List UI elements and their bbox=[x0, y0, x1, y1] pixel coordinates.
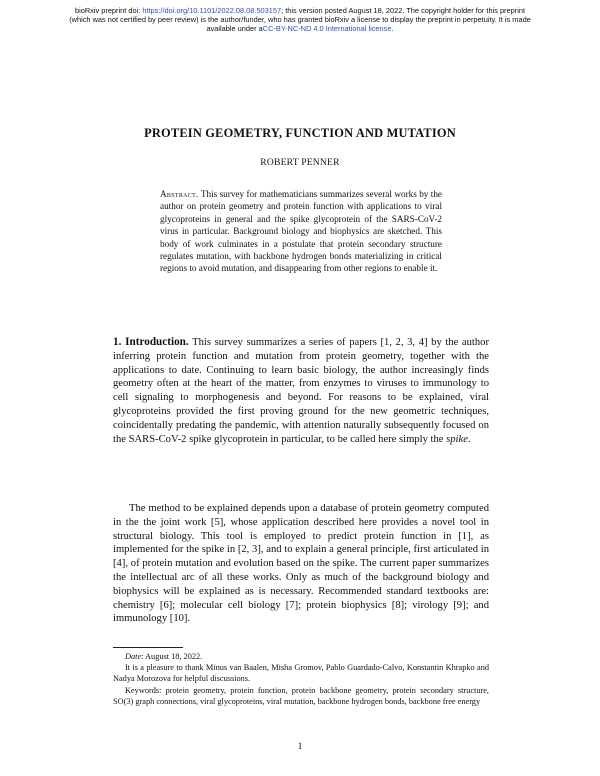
footnote-date: Date: August 18, 2022. bbox=[125, 652, 203, 661]
preprint-line-1: bioRxiv preprint doi: https://doi.org/10.1101/2022.08.08.503157; this version posted August 18, 2022. The copyright holder for this preprint bbox=[74, 6, 526, 15]
footnote-thanks: It is a pleasure to thank Minus van Baalen, Misha Gromov, Pablo Guardado-Calvo, Konstantin Khrapko and Nadya Morozova for helpful discussions. bbox=[113, 663, 489, 684]
spike-term: spike bbox=[446, 433, 468, 445]
paper-title: PROTEIN GEOMETRY, FUNCTION AND MUTATION bbox=[144, 126, 456, 140]
method-paragraph: The method to be explained depends upon a database of protein geometry computed in the the joint work [5], whose application described here provides a novel tool in structural biology. This tool is employed to predict protein function in [1], as implemented for the spike in [2, 3], and to explain a general principle, first articulated in [4], of protein mutation and evolution based on the spike. The current paper summarizes the intellectual arc of all these works. Only as much of the background biology and biophysics will be explained as is necessary. Recommended standard textbooks are: chemistry [6]; molecular cell biology [7]; protein biophysics [8]; virology [9]; and immunology [10]. bbox=[113, 503, 489, 625]
footnote-rule bbox=[113, 647, 183, 648]
doi-link[interactable]: https://doi.org/10.1101/2022.08.08.503157 bbox=[142, 6, 282, 15]
preprint-notice bbox=[60, 6, 540, 33]
abstract-label: Abstract. bbox=[160, 189, 199, 199]
footnote-keywords: Keywords: protein geometry, protein function, protein backbone geometry, protein secondary structure, SO(3) graph connections, viral glycoproteins, viral mutation, backbone hydrogen bonds, backbone free energy bbox=[113, 685, 489, 706]
preprint-line-2: (which was not certified by peer review) is the author/funder, who has granted bioRxiv a license to display the preprint in perpetuity. It is made bbox=[69, 15, 531, 24]
abstract bbox=[160, 188, 442, 275]
section-heading-introduction: 1. Introduction. bbox=[113, 336, 189, 348]
footnotes bbox=[113, 651, 489, 707]
page-number: 1 bbox=[297, 742, 303, 752]
license-link[interactable]: CC-BY-NC-ND 4.0 International license bbox=[262, 24, 392, 33]
introduction-paragraph: 1. Introduction. This survey summarizes a series of papers [1, 2, 3, 4] by the author inferring protein function and mutation from protein geometry, together with the applications to date. Continuing to learn basic biology, the author increasingly finds geometry often at the heart of the matter, from enzymes to viruses to immunology to cell signaling to morphogenesis and beyond. For reasons to be explained, viral glycoproteins provided the first proving ground for the new geometric techniques, coincidentally predating the pandemic, with attention naturally subsequently focused on the SARS-CoV-2 spike glycoprotein in particular, to be called here simply the spike. bbox=[113, 336, 489, 445]
preprint-line-3: available under aCC-BY-NC-ND 4.0 International license. bbox=[206, 24, 394, 33]
paper-author: ROBERT PENNER bbox=[260, 157, 340, 168]
abstract-text: This survey for mathematicians summarizes several works by the author on protein geometry and protein function with applications to viral glycoproteins in general and the spike glycoprotein of the SARS-CoV-2 virus in particular. Background biology and biophysics are sketched. This body of work culminates in a postulate that protein secondary structure regulates mutation, with backbone hydrogen bonds materializing in critical regions to avoid mutation, and disappearing from other regions to enable it. bbox=[160, 189, 442, 274]
